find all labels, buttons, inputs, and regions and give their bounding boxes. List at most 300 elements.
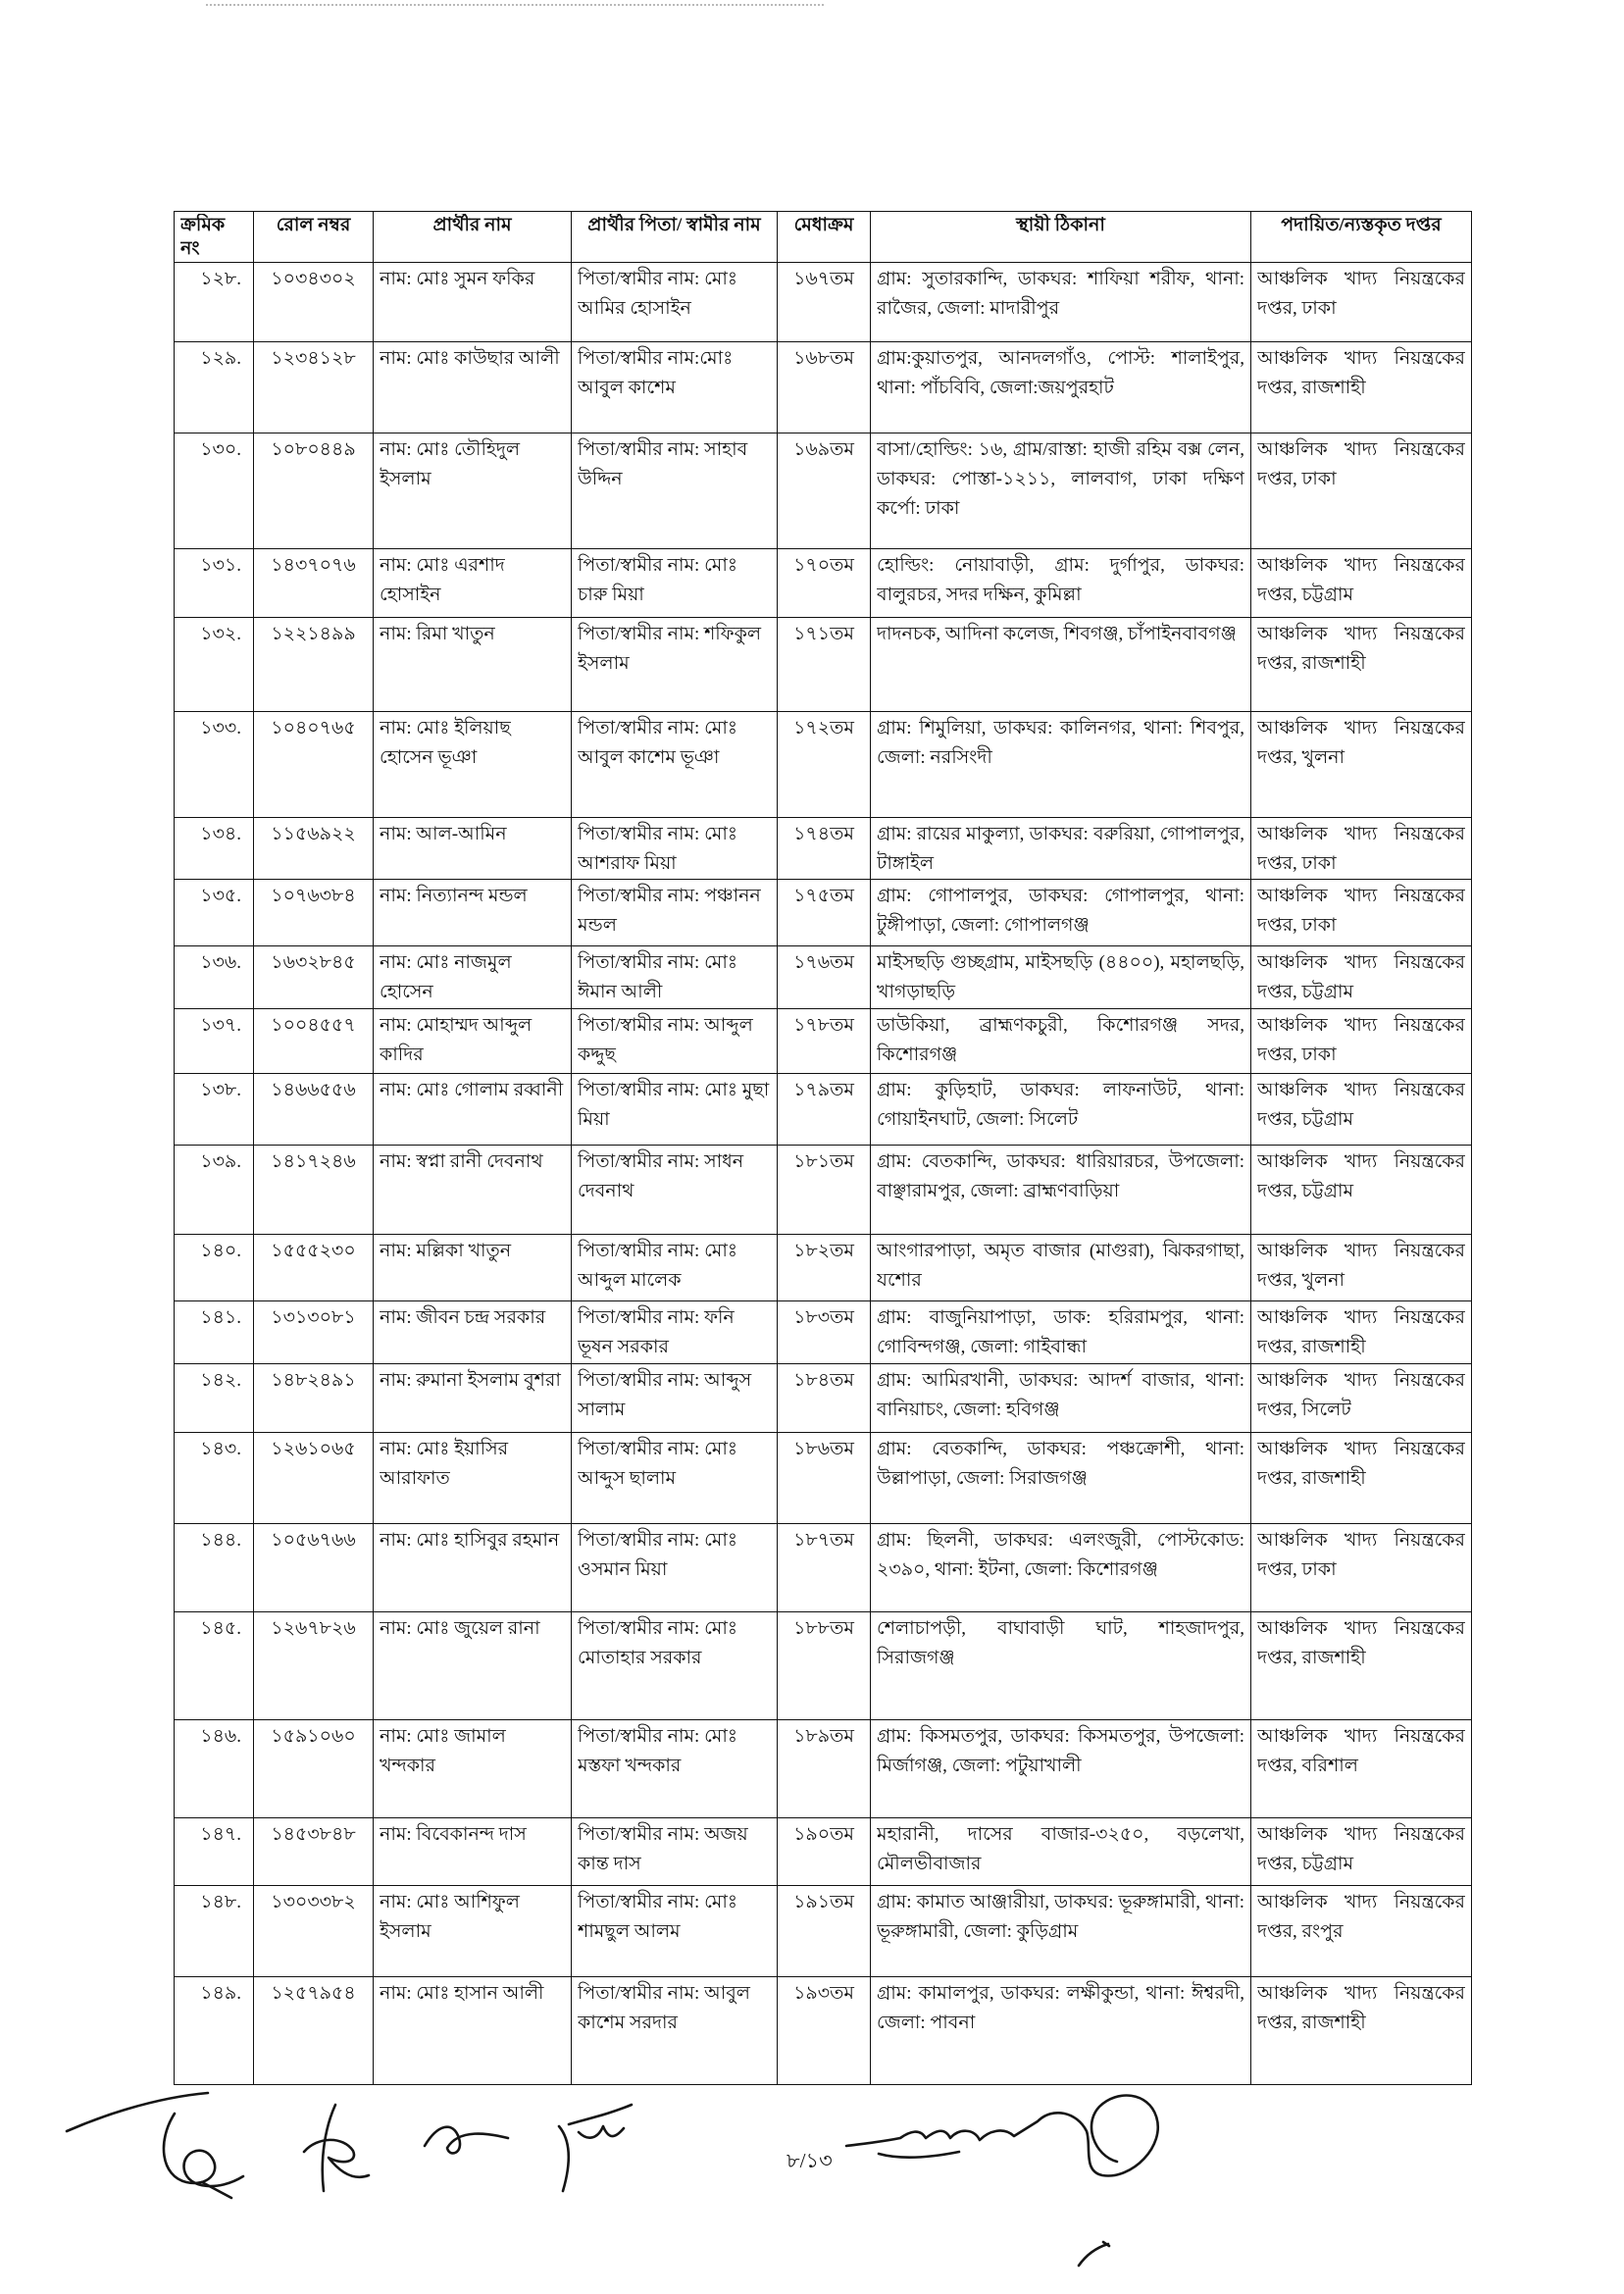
- roll-number: ১০৭৬৩৮৪: [271, 886, 356, 906]
- serial-number: ১৪৫.: [200, 1618, 241, 1639]
- signature-1: [59, 2084, 260, 2202]
- permanent-address-cell: [871, 1009, 1251, 1074]
- posting-office: আঞ্চলিক খাদ্য নিয়ন্ত্রকের দপ্তর, ঢাকা: [1257, 1015, 1465, 1065]
- serial-number: ১৪৭.: [200, 1824, 241, 1845]
- table-row: [175, 1364, 1472, 1433]
- posting-office-cell: [1251, 818, 1472, 880]
- serial-number: ১৪৬.: [200, 1726, 241, 1747]
- merit-rank: ১৮৩তম: [793, 1307, 854, 1328]
- guardian-name: পিতা/স্বামীর নাম: মোঃ আমির হোসাইন: [578, 269, 737, 319]
- posting-office: আঞ্চলিক খাদ্য নিয়ন্ত্রকের দপ্তর, চট্টগ্রাম: [1257, 1080, 1465, 1130]
- table-row: [175, 342, 1472, 433]
- merit-rank: ১৮৯তম: [793, 1726, 854, 1747]
- permanent-address: গ্রাম: কুড়িহাট, ডাকঘর: লাফনাউট, থানা: গোয়াইনঘাট, জেলা: সিলেট: [877, 1080, 1244, 1130]
- permanent-address-cell: [871, 1074, 1251, 1146]
- permanent-address-cell: [871, 1886, 1251, 1977]
- guardian-name: পিতা/স্বামীর নাম: শফিকুল ইসলাম: [578, 624, 762, 674]
- candidate-name: নাম: মোঃ সুমন ফকির: [380, 269, 535, 289]
- roll-number: ১৬৩২৮৪৫: [271, 952, 356, 973]
- roll-number-cell: [254, 1433, 374, 1524]
- serial-number-cell: [175, 342, 254, 433]
- serial-number: ১৩৫.: [200, 886, 241, 906]
- roll-number-cell: [254, 1364, 374, 1433]
- candidate-name: নাম: মোঃ ইয়াসির আরাফাত: [380, 1439, 509, 1489]
- guardian-name-cell: [572, 263, 778, 342]
- candidate-name: নাম: মোঃ গোলাম রব্বানী: [380, 1080, 564, 1100]
- table-row: [175, 1977, 1472, 2085]
- guardian-name: পিতা/স্বামীর নাম: অজয় কান্ত দাস: [578, 1824, 748, 1874]
- address-header-cell: [871, 212, 1251, 263]
- merit-rank: ১৯১তম: [793, 1892, 854, 1912]
- merit-rank-cell: [778, 263, 871, 342]
- candidate-name-cell: [374, 1720, 572, 1818]
- merit-rank: ১৭১তম: [793, 624, 854, 644]
- serial-number: ১৪৩.: [200, 1439, 241, 1459]
- serial-number: ১৪০.: [200, 1241, 241, 1261]
- guardian-name-cell: [572, 1612, 778, 1720]
- candidate-name-cell: [374, 549, 572, 618]
- merit-rank-cell: [778, 1146, 871, 1235]
- candidate-name: নাম: মোঃ ইলিয়াছ হোসেন ভূঞা: [380, 718, 511, 768]
- roll-number: ১৪৩৭০৭৬: [271, 555, 356, 576]
- roll-number: ১৪৫৩৮৪৮: [271, 1824, 356, 1845]
- merit-rank-cell: [778, 1720, 871, 1818]
- guardian-name-cell: [572, 1524, 778, 1612]
- merit-header: মেধাক্রম: [793, 215, 854, 235]
- roll-number-cell: [254, 818, 374, 880]
- candidate-name-cell: [374, 1886, 572, 1977]
- roll-number: ১২৫৭৯৫৪: [271, 1983, 356, 2004]
- serial-number-cell: [175, 712, 254, 818]
- merit-rank: ১৯০তম: [793, 1824, 854, 1845]
- serial-number: ১৪১.: [200, 1307, 241, 1328]
- merit-rank-cell: [778, 1433, 871, 1524]
- merit-rank: ১৭০তম: [793, 555, 854, 576]
- merit-rank: ১৮১তম: [793, 1151, 854, 1172]
- signature-2: [294, 2097, 373, 2200]
- roll-number: ১৫৫৫২৩০: [271, 1241, 356, 1261]
- roll-number: ১৩০৩৩৮২: [271, 1892, 356, 1912]
- candidate-name: নাম: আল-আমিন: [380, 824, 507, 844]
- guardian-name: পিতা/স্বামীর নাম: মোঃ মোতাহার সরকার: [578, 1618, 737, 1668]
- serial-number: ১৩৮.: [200, 1080, 241, 1100]
- merit-rank-cell: [778, 1009, 871, 1074]
- candidate-name-cell: [374, 342, 572, 433]
- guardian-name: পিতা/স্বামীর নাম: মোঃ চারু মিয়া: [578, 555, 737, 605]
- guardian-name: পিতা/স্বামীর নাম: ফনি ভূষন সরকার: [578, 1307, 735, 1357]
- name-header: প্রার্থীর নাম: [432, 215, 512, 235]
- serial-number: ১৪৯.: [200, 1983, 241, 2004]
- permanent-address-cell: [871, 712, 1251, 818]
- posting-office: আঞ্চলিক খাদ্য নিয়ন্ত্রকের দপ্তর, রাজশাহী: [1257, 1439, 1465, 1489]
- candidate-name-cell: [374, 1524, 572, 1612]
- posting-office: আঞ্চলিক খাদ্য নিয়ন্ত্রকের দপ্তর, খুলনা: [1257, 1241, 1465, 1291]
- candidate-name: নাম: মোঃ আশিফুল ইসলাম: [380, 1892, 520, 1942]
- merit-rank-cell: [778, 1612, 871, 1720]
- table-row: [175, 433, 1472, 549]
- roll-number: ১৪১৭২৪৬: [271, 1151, 356, 1172]
- table-row: [175, 1612, 1472, 1720]
- roll-number-cell: [254, 263, 374, 342]
- posting-office-cell: [1251, 1886, 1472, 1977]
- guardian-name-cell: [572, 433, 778, 549]
- posting-office: আঞ্চলিক খাদ্য নিয়ন্ত্রকের দপ্তর, চট্টগ্রাম: [1257, 952, 1465, 1002]
- serial-number: ১৩৬.: [200, 952, 241, 973]
- permanent-address: দাদনচক, আদিনা কলেজ, শিবগঞ্জ, চাঁপাইনবাবগঞ্জ: [877, 624, 1237, 644]
- guardian-name: পিতা/স্বামীর নাম: আবুল কাশেম সরদার: [578, 1983, 750, 2033]
- candidate-name-cell: [374, 1146, 572, 1235]
- permanent-address: গ্রাম: শিমুলিয়া, ডাকঘর: কালিনগর, থানা: শিবপুর, জেলা: নরসিংদী: [877, 718, 1244, 768]
- permanent-address: গ্রাম: বাজুনিয়াপাড়া, ডাক: হরিরামপুর, থানা: গোবিন্দগঞ্জ, জেলা: গাইবান্ধা: [877, 1307, 1244, 1357]
- table-row: [175, 946, 1472, 1009]
- candidate-name: নাম: রুমানা ইসলাম বুশরা: [380, 1370, 561, 1391]
- posting-office-cell: [1251, 946, 1472, 1009]
- roll-number-cell: [254, 1301, 374, 1364]
- merit-rank-cell: [778, 549, 871, 618]
- merit-rank-cell: [778, 1301, 871, 1364]
- table-row: [175, 1235, 1472, 1301]
- guardian-name: পিতা/স্বামীর নাম: পঞ্চানন মন্ডল: [578, 886, 761, 936]
- serial-number: ১৩২.: [200, 624, 241, 644]
- permanent-address: হোল্ডিং: নোয়াবাড়ী, গ্রাম: দুর্গাপুর, ডাকঘর: বালুরচর, সদর দক্ষিন, কুমিল্লা: [877, 555, 1244, 605]
- merit-rank: ১৮২তম: [793, 1241, 854, 1261]
- guardian-name: পিতা/স্বামীর নাম: সাধন দেবনাথ: [578, 1151, 744, 1201]
- roll-number: ১০৫৬৭৬৬: [271, 1530, 356, 1551]
- candidate-name-cell: [374, 1301, 572, 1364]
- permanent-address-cell: [871, 1977, 1251, 2085]
- guardian-name-cell: [572, 818, 778, 880]
- permanent-address-cell: [871, 549, 1251, 618]
- posting-office-cell: [1251, 1146, 1472, 1235]
- guardian-name-cell: [572, 1364, 778, 1433]
- roll-number: ১২৬১০৬৫: [271, 1439, 356, 1459]
- serial-number-cell: [175, 880, 254, 946]
- permanent-address-cell: [871, 1433, 1251, 1524]
- serial-number: ১৩৪.: [200, 824, 241, 844]
- permanent-address-cell: [871, 342, 1251, 433]
- candidate-name-cell: [374, 880, 572, 946]
- office-header-cell: [1251, 212, 1472, 263]
- guardian-name-cell: [572, 1009, 778, 1074]
- roll-header: রোল নম্বর: [276, 215, 351, 235]
- guardian-name: পিতা/স্বামীর নাম: মোঃ আশরাফ মিয়া: [578, 824, 737, 874]
- candidate-name-cell: [374, 1074, 572, 1146]
- posting-office: আঞ্চলিক খাদ্য নিয়ন্ত্রকের দপ্তর, সিলেট: [1257, 1370, 1465, 1420]
- guardian-header-cell: [572, 212, 778, 263]
- permanent-address: গ্রাম: বেতকান্দি, ডাকঘর: ধারিয়ারচর, উপজেলা: বাঞ্ছারামপুর, জেলা: ব্রাহ্মণবাড়িয়া: [877, 1151, 1244, 1201]
- posting-office: আঞ্চলিক খাদ্য নিয়ন্ত্রকের দপ্তর, বরিশাল: [1257, 1726, 1465, 1776]
- posting-office: আঞ্চলিক খাদ্য নিয়ন্ত্রকের দপ্তর, ঢাকা: [1257, 824, 1465, 874]
- permanent-address-cell: [871, 1364, 1251, 1433]
- posting-office-cell: [1251, 1524, 1472, 1612]
- posting-office: আঞ্চলিক খাদ্য নিয়ন্ত্রকের দপ্তর, চট্টগ্রাম: [1257, 555, 1465, 605]
- serial-number-cell: [175, 263, 254, 342]
- posting-office: আঞ্চলিক খাদ্য নিয়ন্ত্রকের দপ্তর, রাজশাহী: [1257, 1618, 1465, 1668]
- scan-edge-line: [206, 4, 824, 6]
- posting-office-cell: [1251, 1074, 1472, 1146]
- merit-rank: ১৮৬তম: [793, 1439, 854, 1459]
- permanent-address: গ্রাম: বেতকান্দি, ডাকঘর: পঞ্চক্রোশী, থানা: উল্লাপাড়া, জেলা: সিরাজগঞ্জ: [877, 1439, 1244, 1489]
- roll-number: ১৪৬৬৫৫৬: [271, 1080, 356, 1100]
- posting-office-cell: [1251, 1977, 1472, 2085]
- roll-number-cell: [254, 1818, 374, 1886]
- permanent-address-cell: [871, 1612, 1251, 1720]
- roll-number: ১২২১৪৯৯: [271, 624, 356, 644]
- posting-office-cell: [1251, 880, 1472, 946]
- posting-office: আঞ্চলিক খাদ্য নিয়ন্ত্রকের দপ্তর, খুলনা: [1257, 718, 1465, 768]
- posting-office-cell: [1251, 1364, 1472, 1433]
- posting-office: আঞ্চলিক খাদ্য নিয়ন্ত্রকের দপ্তর, ঢাকা: [1257, 269, 1465, 319]
- serial-number: ১৪২.: [200, 1370, 241, 1391]
- merit-rank: ১৭২তম: [793, 718, 854, 739]
- merit-rank-cell: [778, 1818, 871, 1886]
- merit-rank: ১৭৮তম: [793, 1015, 854, 1036]
- posting-office-cell: [1251, 263, 1472, 342]
- posting-office: আঞ্চলিক খাদ্য নিয়ন্ত্রকের দপ্তর, ঢাকা: [1257, 886, 1465, 936]
- table-row: [175, 618, 1472, 712]
- guardian-name-cell: [572, 1977, 778, 2085]
- guardian-name: পিতা/স্বামীর নাম: মোঃ শামছুল আলম: [578, 1892, 737, 1942]
- guardian-name-cell: [572, 342, 778, 433]
- merit-rank-cell: [778, 342, 871, 433]
- permanent-address: গ্রাম:কুয়াতপুর, আনদলগাঁও, পোস্ট: শালাইপুর, থানা: পাঁচবিবি, জেলা:জয়পুরহাট: [877, 348, 1244, 398]
- posting-office-cell: [1251, 1235, 1472, 1301]
- guardian-name-cell: [572, 1433, 778, 1524]
- posting-office-cell: [1251, 1433, 1472, 1524]
- roll-number-cell: [254, 1009, 374, 1074]
- candidate-name: নাম: মল্লিকা খাতুন: [380, 1241, 512, 1261]
- serial-number-cell: [175, 946, 254, 1009]
- table-row: [175, 818, 1472, 880]
- roll-number: ১২৩৪১২৮: [271, 348, 356, 369]
- table-header-row: [175, 212, 1472, 263]
- serial-number: ১৪৮.: [200, 1892, 241, 1912]
- merit-rank: ১৬৮তম: [793, 348, 854, 369]
- merit-rank: ১৭৫তম: [793, 886, 854, 906]
- serial-header: ক্রমিক নং: [180, 215, 226, 259]
- merit-rank: ১৮৭তম: [793, 1530, 854, 1551]
- serial-number-cell: [175, 1364, 254, 1433]
- table-row: [175, 1524, 1472, 1612]
- guardian-name-cell: [572, 549, 778, 618]
- permanent-address: গ্রাম: কামাত আঞ্জারীয়া, ডাকঘর: ভূরুঙ্গামারী, থানা: ভূরুঙ্গামারী, জেলা: কুড়িগ্রাম: [877, 1892, 1244, 1942]
- posting-office: আঞ্চলিক খাদ্য নিয়ন্ত্রকের দপ্তর, চট্টগ্রাম: [1257, 1151, 1465, 1201]
- candidate-name: নাম: মোঃ জুয়েল রানা: [380, 1618, 540, 1639]
- posting-office: আঞ্চলিক খাদ্য নিয়ন্ত্রকের দপ্তর, রাজশাহী: [1257, 624, 1465, 674]
- candidate-name: নাম: বিবেকানন্দ দাস: [380, 1824, 527, 1845]
- table-row: [175, 712, 1472, 818]
- candidate-name-cell: [374, 1818, 572, 1886]
- serial-number: ১২৮.: [200, 269, 241, 289]
- serial-number-cell: [175, 1433, 254, 1524]
- candidate-name-cell: [374, 818, 572, 880]
- serial-header-cell: [175, 212, 254, 263]
- serial-number-cell: [175, 1146, 254, 1235]
- candidate-name: নাম: স্বপ্না রানী দেবনাথ: [380, 1151, 543, 1172]
- serial-number-cell: [175, 1612, 254, 1720]
- permanent-address-cell: [871, 1524, 1251, 1612]
- serial-number: ১৩৩.: [200, 718, 241, 739]
- merit-rank-cell: [778, 1886, 871, 1977]
- candidate-name: নাম: মোঃ হাসিবুর রহমান: [380, 1530, 560, 1551]
- guardian-name-cell: [572, 1146, 778, 1235]
- candidate-name-cell: [374, 1977, 572, 2085]
- permanent-address-cell: [871, 1301, 1251, 1364]
- posting-office: আঞ্চলিক খাদ্য নিয়ন্ত্রকের দপ্তর, চট্টগ্রাম: [1257, 1824, 1465, 1874]
- posting-office-cell: [1251, 433, 1472, 549]
- merit-rank: ১৭৬তম: [793, 952, 854, 973]
- serial-number-cell: [175, 818, 254, 880]
- merit-rank: ১৯৩তম: [793, 1983, 854, 2004]
- serial-number-cell: [175, 1301, 254, 1364]
- roll-header-cell: [254, 212, 374, 263]
- serial-number: ১২৯.: [200, 348, 241, 369]
- table-row: [175, 1146, 1472, 1235]
- guardian-name: পিতা/স্বামীর নাম: সাহাব উদ্দিন: [578, 439, 748, 489]
- permanent-address-cell: [871, 880, 1251, 946]
- merit-rank: ১৭৪তম: [793, 824, 854, 844]
- merit-rank: ১৬৯তম: [793, 439, 854, 460]
- permanent-address: গ্রাম: আমিরখানী, ডাকঘর: আদর্শ বাজার, থানা: বানিয়াচং, জেলা: হবিগঞ্জ: [877, 1370, 1244, 1420]
- candidate-name: নাম: মোঃ হাসান আলী: [380, 1983, 544, 2004]
- roll-number-cell: [254, 1977, 374, 2085]
- roll-number-cell: [254, 1146, 374, 1235]
- posting-office: আঞ্চলিক খাদ্য নিয়ন্ত্রকের দপ্তর, ঢাকা: [1257, 1530, 1465, 1580]
- serial-number-cell: [175, 1818, 254, 1886]
- candidate-name-cell: [374, 1235, 572, 1301]
- permanent-address-cell: [871, 818, 1251, 880]
- posting-office-cell: [1251, 549, 1472, 618]
- roll-number-cell: [254, 1524, 374, 1612]
- guardian-name-cell: [572, 618, 778, 712]
- permanent-address: গ্রাম: রায়ের মাকুল্যা, ডাকঘর: বরুরিয়া, গোপালপুর, টাঙ্গাইল: [877, 824, 1244, 874]
- merit-rank-cell: [778, 818, 871, 880]
- candidate-name: নাম: নিত্যানন্দ মন্ডল: [380, 886, 528, 906]
- guardian-name: পিতা/স্বামীর নাম:মোঃ আবুল কাশেম: [578, 348, 734, 398]
- roll-number-cell: [254, 433, 374, 549]
- address-header: স্থায়ী ঠিকানা: [1016, 215, 1105, 235]
- serial-number-cell: [175, 618, 254, 712]
- roll-number: ১২৬৭৮২৬: [271, 1618, 356, 1639]
- candidate-name: নাম: মোঃ জামাল খন্দকার: [380, 1726, 506, 1776]
- candidate-name-cell: [374, 263, 572, 342]
- permanent-address-cell: [871, 1720, 1251, 1818]
- roll-number-cell: [254, 549, 374, 618]
- table-body: [175, 263, 1472, 2085]
- permanent-address: ডাউকিয়া, ব্রাহ্মণকচুরী, কিশোরগঞ্জ সদর, কিশোরগঞ্জ: [877, 1015, 1244, 1065]
- posting-office-cell: [1251, 618, 1472, 712]
- merit-rank-cell: [778, 712, 871, 818]
- guardian-name-cell: [572, 1720, 778, 1818]
- signature-4: [539, 2097, 637, 2200]
- guardian-name-cell: [572, 1886, 778, 1977]
- roll-number: ১৫৯১০৬০: [271, 1726, 356, 1747]
- permanent-address-cell: [871, 433, 1251, 549]
- merit-rank-cell: [778, 1074, 871, 1146]
- roll-number-cell: [254, 712, 374, 818]
- guardian-name: পিতা/স্বামীর নাম: মোঃ ঈমান আলী: [578, 952, 737, 1002]
- serial-number-cell: [175, 1074, 254, 1146]
- permanent-address-cell: [871, 618, 1251, 712]
- merit-rank-cell: [778, 880, 871, 946]
- guardian-name-cell: [572, 712, 778, 818]
- roll-number: ১০৩৪৩০২: [271, 269, 356, 289]
- merit-list-table: [174, 211, 1472, 2085]
- roll-number-cell: [254, 1886, 374, 1977]
- roll-number: ১১৫৬৯২২: [271, 824, 356, 844]
- permanent-address: গ্রাম: কিসমতপুর, ডাকঘর: কিসমতপুর, উপজেলা: মির্জাগঞ্জ, জেলা: পটুয়াখালী: [877, 1726, 1244, 1776]
- serial-number-cell: [175, 1235, 254, 1301]
- candidate-name: নাম: মোঃ কাউছার আলী: [380, 348, 560, 369]
- table-row: [175, 880, 1472, 946]
- roll-number: ১৪৮২৪৯১: [271, 1370, 356, 1391]
- permanent-address: গ্রাম: গোপালপুর, ডাকঘর: গোপালপুর, থানা: টুঙ্গীপাড়া, জেলা: গোপালগঞ্জ: [877, 886, 1244, 936]
- table-row: [175, 1009, 1472, 1074]
- permanent-address: আংগারপাড়া, অমৃত বাজার (মাগুরা), ঝিকরগাছা, যশোর: [877, 1241, 1244, 1291]
- roll-number-cell: [254, 618, 374, 712]
- merit-rank: ১৮৪তম: [793, 1370, 854, 1391]
- guardian-name: পিতা/স্বামীর নাম: আব্দুস সালাম: [578, 1370, 752, 1420]
- merit-rank-cell: [778, 1235, 871, 1301]
- permanent-address-cell: [871, 1146, 1251, 1235]
- posting-office-cell: [1251, 1009, 1472, 1074]
- posting-office: আঞ্চলিক খাদ্য নিয়ন্ত্রকের দপ্তর, রংপুর: [1257, 1892, 1465, 1942]
- candidate-name-cell: [374, 1009, 572, 1074]
- table-row: [175, 549, 1472, 618]
- guardian-header: প্রার্থীর পিতা/ স্বামীর নাম: [587, 215, 761, 235]
- merit-rank-cell: [778, 946, 871, 1009]
- serial-number-cell: [175, 549, 254, 618]
- serial-number-cell: [175, 1886, 254, 1977]
- office-header: পদায়িত/ন্যস্তকৃত দপ্তর: [1281, 215, 1442, 235]
- roll-number: ১৩১৩০৮১: [271, 1307, 356, 1328]
- permanent-address-cell: [871, 263, 1251, 342]
- guardian-name: পিতা/স্বামীর নাম: মোঃ আব্দুল মালেক: [578, 1241, 737, 1291]
- posting-office-cell: [1251, 1301, 1472, 1364]
- table-row: [175, 1301, 1472, 1364]
- roll-number-cell: [254, 1074, 374, 1146]
- guardian-name-cell: [572, 1818, 778, 1886]
- posting-office-cell: [1251, 342, 1472, 433]
- serial-number-cell: [175, 1009, 254, 1074]
- candidate-name-cell: [374, 946, 572, 1009]
- guardian-name-cell: [572, 946, 778, 1009]
- roll-number-cell: [254, 1235, 374, 1301]
- posting-office-cell: [1251, 1612, 1472, 1720]
- posting-office: আঞ্চলিক খাদ্য নিয়ন্ত্রকের দপ্তর, রাজশাহী: [1257, 1983, 1465, 2033]
- guardian-name-cell: [572, 880, 778, 946]
- roll-number: ১০০৪৫৫৭: [271, 1015, 356, 1036]
- candidate-name-cell: [374, 433, 572, 549]
- guardian-name-cell: [572, 1301, 778, 1364]
- merit-rank-cell: [778, 1977, 871, 2085]
- merit-header-cell: [778, 212, 871, 263]
- merit-rank-cell: [778, 618, 871, 712]
- candidate-name-cell: [374, 1364, 572, 1433]
- candidate-name: নাম: মোঃ এরশাদ হোসাইন: [380, 555, 505, 605]
- guardian-name-cell: [572, 1074, 778, 1146]
- merit-rank: ১৮৮তম: [793, 1618, 854, 1639]
- serial-number-cell: [175, 433, 254, 549]
- roll-number: ১০৪০৭৬৫: [271, 718, 356, 739]
- roll-number-cell: [254, 946, 374, 1009]
- posting-office: আঞ্চলিক খাদ্য নিয়ন্ত্রকের দপ্তর, রাজশাহী: [1257, 1307, 1465, 1357]
- candidate-name-cell: [374, 1612, 572, 1720]
- guardian-name: পিতা/স্বামীর নাম: মোঃ মুছা মিয়া: [578, 1080, 770, 1130]
- guardian-name: পিতা/স্বামীর নাম: আব্দুল কদ্দুছ: [578, 1015, 753, 1065]
- serial-number: ১৩০.: [200, 439, 241, 460]
- permanent-address: গ্রাম: ছিলনী, ডাকঘর: এলংজুরী, পোস্টকোড: ২৩৯০, থানা: ইটনা, জেলা: কিশোরগঞ্জ: [877, 1530, 1244, 1580]
